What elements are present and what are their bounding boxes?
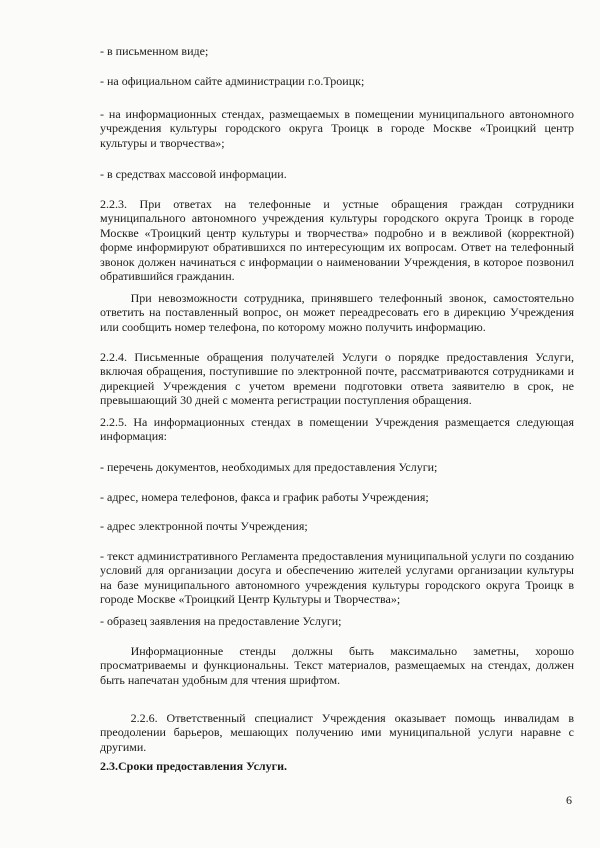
list-item-regulation-text: - текст административного Регламента предоставления муниципальной услуги по созданию условий для организации досуга и обеспечению жителей услугами организации культуры на базе муниципального автономного учреждения культуры городского округа Троицк в городе Москве «Троицкий Центр Культуры и Творчества»; <box>100 549 574 607</box>
list-item-mass-media: - в средствах массовой информации. <box>100 167 287 181</box>
paragraph-2-2-6: 2.2.6. Ответственный специалист Учреждения оказывает помощь инвалидам в преодолении барьеров, мешающих получению ими муниципальной услуги наравне с другими. <box>100 711 574 754</box>
paragraph-2-2-4: 2.2.4. Письменные обращения получателей Услуги о порядке предоставления Услуги, включая обращения, поступившие по электронной почте, рассматриваются сотрудниками и дирекцией Учреждения с учетом времени подготовки ответа заявителю в срок, не превышающий 30 дней с момента регистрации поступления обращения. <box>100 350 574 408</box>
paragraph-2-2-3: 2.2.3. При ответах на телефонные и устные обращения граждан сотрудники муниципального автономного учреждения культуры городского округа Троицк в городе Москве «Троицкий центр культуры и творчества» подробно и в вежливой (корректной) форме информируют обратившихся по интересующим их вопросам. Ответ на телефонный звонок должен начинаться с информации о наименовании Учреждения, в которое позвонил обратившийся гражданин. <box>100 197 574 284</box>
paragraph-2-2-5: 2.2.5. На информационных стендах в помещении Учреждения размещается следующая информация: <box>100 415 574 444</box>
list-item-email: - адрес электронной почты Учреждения; <box>100 519 308 533</box>
list-item-application-sample: - образец заявления на предоставление Услуги; <box>100 614 342 628</box>
paragraph-phone-redirect: При невозможности сотрудника, принявшего телефонный звонок, самостоятельно ответить на поставленный вопрос, он может переадресовать его в дирекцию Учреждения или сообщить номер телефона, по которому можно получить информацию. <box>100 291 574 334</box>
paragraph-info-stands-requirements: Информационные стенды должны быть максимально заметны, хорошо просматриваемы и функциональны. Текст материалов, размещаемых на стендах, должен быть напечатан удобным для чтения шрифтом. <box>100 644 574 687</box>
list-item-website: - на официальном сайте администрации г.о.Троицк; <box>100 74 365 88</box>
list-item-address-phones: - адрес, номера телефонов, факса и график работы Учреждения; <box>100 490 429 504</box>
section-heading-2-3: 2.3.Сроки предоставления Услуги. <box>100 759 287 773</box>
page-number: 6 <box>566 793 572 807</box>
list-item-written: - в письменном виде; <box>100 44 209 58</box>
list-item-documents: - перечень документов, необходимых для предоставления Услуги; <box>100 460 438 474</box>
list-item-info-stands: - на информационных стендах, размещаемых в помещении муниципального автономного учреждения культуры городского округа Троицк в городе Москве «Троицкий центр культуры и творчества»; <box>100 107 574 150</box>
